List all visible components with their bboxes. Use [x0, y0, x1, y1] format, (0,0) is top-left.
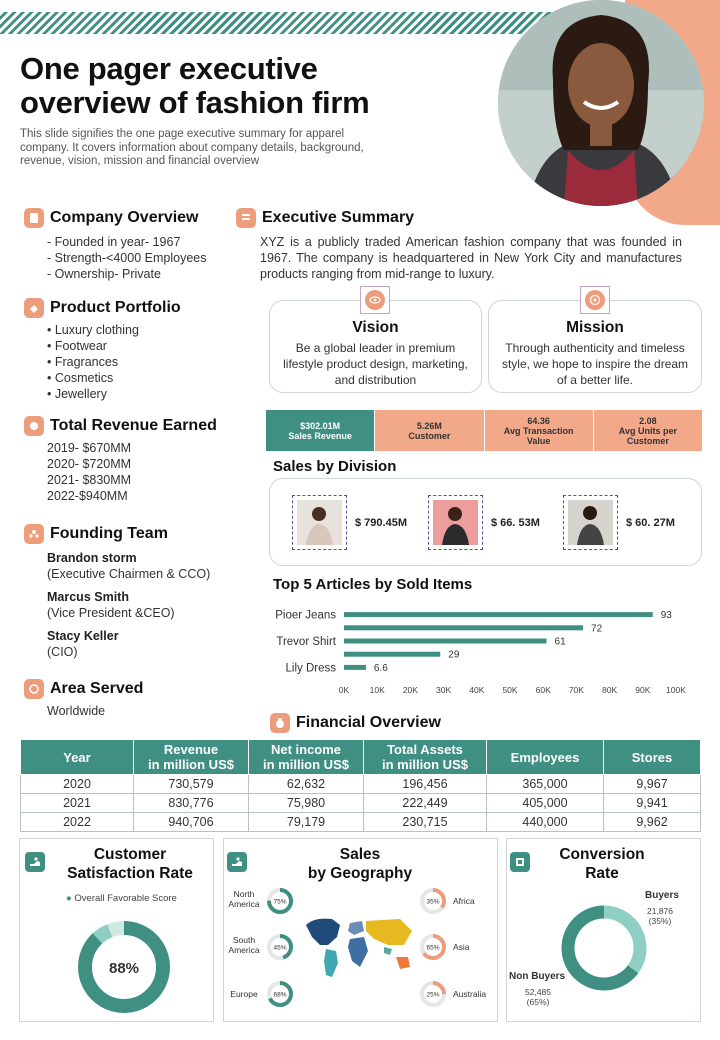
page-subtitle: This slide signifies the one page executive summary for apparel company. It covers information about company details, background, revenue, vision, mission and financial overview	[20, 128, 364, 167]
page-title-line1: One pager executive	[20, 51, 318, 86]
area-served-value: Worldwide	[47, 704, 106, 718]
area-served-section	[24, 679, 143, 719]
bar	[344, 665, 366, 670]
x-tick-label: 30K	[436, 685, 452, 695]
sales-geography-box	[223, 838, 498, 1022]
satisfaction-donut-chart	[76, 919, 172, 1015]
col-header-sub: in million US$	[148, 757, 234, 772]
conversion-tag-icon	[510, 852, 530, 872]
founder-name: Brandon storm	[47, 551, 137, 565]
product-portfolio-item: • Fragrances	[47, 355, 119, 369]
sales-by-division-card	[269, 478, 702, 566]
table-row	[21, 794, 701, 813]
satisfaction-center-label: 88%	[108, 960, 140, 977]
customer-satisfaction-box	[19, 838, 214, 1022]
company-overview-item: - Ownership- Private	[47, 267, 161, 281]
table-cell: 9,941	[604, 794, 701, 813]
table-cell: 222,449	[364, 794, 487, 813]
area-served-title: Area Served	[50, 680, 144, 697]
financial-overview-section	[270, 713, 441, 733]
founding-team-title: Founding Team	[50, 525, 168, 542]
table-cell: 196,456	[364, 775, 487, 794]
executive-summary-section	[236, 208, 414, 228]
bar	[344, 625, 583, 630]
legend-dot-icon: ●	[66, 893, 72, 904]
x-tick-label: 70K	[568, 685, 584, 695]
bar	[344, 612, 653, 617]
table-cell: 2020	[21, 775, 134, 794]
bar-category-label: Pioer Jeans	[275, 609, 336, 622]
summary-icon	[236, 208, 256, 228]
company-overview-title: Company Overview	[50, 209, 199, 226]
world-map-icon	[304, 915, 417, 997]
product-portfolio-item: • Cosmetics	[47, 371, 114, 385]
division-kids-photo	[563, 495, 618, 550]
col-header-text: Revenue	[163, 742, 219, 757]
geography-title-line1: Sales	[339, 846, 381, 863]
founder-name: Marcus Smith	[47, 590, 129, 604]
kpi-avg-transaction	[485, 410, 594, 451]
vision-text: Be a global leader in premium lifestyle product design, marketing, and distribution	[283, 341, 468, 387]
x-tick-label: 80K	[602, 685, 618, 695]
x-tick-label: 0K	[338, 685, 350, 695]
kpi-value: $302.01M	[300, 420, 341, 431]
total-revenue-section	[24, 416, 217, 504]
table-row	[21, 813, 701, 832]
satisfaction-title-line1: Customer	[93, 846, 167, 863]
geo-region-label: South America	[228, 935, 260, 955]
kpi-avg-units	[594, 410, 702, 451]
division-women-photo	[428, 495, 483, 550]
geo-region-label: Asia	[453, 942, 470, 952]
founder-role: (CIO)	[47, 645, 78, 659]
non-buyers-value: 52,485	[525, 987, 551, 997]
x-tick-label: 90K	[635, 685, 651, 695]
geography-hand-icon	[227, 852, 247, 872]
target-icon	[580, 286, 610, 314]
table-cell: 2021	[21, 794, 134, 813]
table-cell: 940,706	[134, 813, 249, 832]
kpi-label: Avg Units per Customer	[618, 425, 677, 446]
col-revenue	[134, 740, 249, 775]
geo-donut-pct: 68%	[273, 991, 287, 999]
vision-title: Vision	[352, 319, 399, 336]
money-bag-icon	[270, 713, 290, 733]
geo-donut-3	[419, 887, 447, 915]
bar	[344, 639, 547, 644]
top-articles-title: Top 5 Articles by Sold Items	[273, 576, 473, 593]
geo-donut-2	[266, 980, 294, 1008]
satisfaction-legend-text: Overall Favorable Score	[74, 893, 177, 904]
geo-region-label: Europe	[230, 989, 258, 999]
header-portrait-photo	[498, 0, 704, 206]
page-title	[20, 52, 369, 120]
table-cell: 9,962	[604, 813, 701, 832]
col-header-sub: in million US$	[263, 757, 349, 772]
geo-region-label: Africa	[453, 896, 475, 906]
product-portfolio-item: • Luxury clothing	[47, 323, 139, 337]
kpi-label: Customer	[408, 430, 451, 441]
revenue-item: 2022-$940MM	[47, 489, 128, 503]
revenue-item: 2020- $720MM	[47, 457, 132, 471]
bar-value-label: 61	[554, 636, 566, 648]
col-total-assets	[364, 740, 487, 775]
satisfaction-hand-icon	[25, 852, 45, 872]
revenue-item: 2019- $670MM	[47, 441, 132, 455]
header-hatch-band	[0, 12, 555, 34]
kpi-label: Sales Revenue	[288, 430, 352, 441]
table-cell: 9,967	[604, 775, 701, 794]
geo-donut-0	[266, 887, 294, 915]
geo-donut-pct: 75%	[273, 898, 287, 906]
division-kids	[563, 495, 675, 550]
buyers-label: Buyers	[645, 890, 679, 901]
geo-donut-1	[266, 933, 294, 961]
table-cell: 75,980	[249, 794, 364, 813]
page-title-line2: overview of fashion firm	[20, 85, 370, 120]
geo-donut-5	[419, 980, 447, 1008]
bar-value-label: 72	[591, 623, 603, 635]
bar-category-label: Lily Dress	[285, 662, 336, 675]
table-cell: 230,715	[364, 813, 487, 832]
table-row	[21, 775, 701, 794]
table-cell: 365,000	[487, 775, 604, 794]
geo-donut-pct: 25%	[426, 991, 440, 999]
geo-donut-pct: 35%	[426, 898, 440, 906]
table-cell: 405,000	[487, 794, 604, 813]
sales-by-division-title: Sales by Division	[273, 458, 397, 475]
division-men	[292, 495, 407, 550]
financial-table	[20, 739, 701, 832]
top-articles-bar-chart	[262, 602, 702, 702]
non-buyers-label: Non Buyers	[509, 971, 566, 982]
conversion-title	[542, 845, 662, 883]
division-women-value: $ 66. 53M	[491, 516, 540, 529]
company-overview-item: - Founded in year- 1967	[47, 235, 181, 249]
x-tick-label: 100K	[666, 685, 686, 695]
bar-value-label: 93	[660, 610, 672, 622]
buyers-stats	[647, 906, 673, 926]
hand-icon	[24, 298, 44, 318]
kpi-value: 2.08	[639, 415, 657, 426]
product-portfolio-item: • Footwear	[47, 339, 107, 353]
satisfaction-title-line2: Satisfaction Rate	[67, 865, 193, 882]
satisfaction-legend	[66, 893, 177, 904]
bar-value-label: 6.6	[373, 662, 388, 674]
revenue-item: 2021- $830MM	[47, 473, 132, 487]
col-header-text: Net income	[270, 742, 342, 757]
founder-name: Stacy Keller	[47, 629, 119, 643]
geography-title-line2: by Geography	[307, 865, 413, 882]
geo-region-label: Australia	[453, 989, 487, 999]
table-cell: 440,000	[487, 813, 604, 832]
table-cell: 2022	[21, 813, 134, 832]
col-header-text: Employees	[510, 749, 580, 765]
bar	[344, 652, 440, 657]
eye-icon	[360, 286, 390, 314]
product-portfolio-section	[24, 298, 181, 402]
geo-donut-pct: 65%	[426, 944, 440, 952]
kpi-label: Avg Transaction Value	[503, 425, 574, 446]
product-portfolio-title: Product Portfolio	[50, 299, 181, 316]
col-header-text: Year	[63, 749, 91, 765]
financial-overview-title: Financial Overview	[296, 714, 441, 731]
founding-team-section	[24, 524, 210, 660]
x-tick-label: 50K	[502, 685, 518, 695]
mission-text: Through authenticity and timeless style, we hope to inspire the dream of a better life.	[501, 341, 689, 387]
division-men-photo	[292, 495, 347, 550]
geo-region-label: North America	[228, 889, 260, 909]
geography-title	[264, 845, 456, 883]
founder-role: (Vice President &CEO)	[47, 606, 175, 620]
table-cell: 730,579	[134, 775, 249, 794]
kpi-strip	[266, 410, 702, 451]
bar-value-label: 29	[448, 649, 460, 661]
geo-donut-4	[419, 933, 447, 961]
kpi-value: 5.26M	[416, 420, 442, 431]
kpi-sales-revenue	[266, 410, 375, 451]
buyers-pct: (35%)	[648, 916, 672, 926]
mission-title: Mission	[566, 319, 624, 336]
founder-role: (Executive Chairmen & CCO)	[47, 567, 211, 581]
team-icon	[24, 524, 44, 544]
non-buyers-stats	[525, 987, 551, 1007]
conversion-donut-chart	[559, 903, 649, 993]
product-portfolio-item: • Jewellery	[47, 387, 107, 401]
globe-pin-icon	[24, 679, 44, 699]
x-tick-label: 10K	[369, 685, 385, 695]
col-header-sub: in million US$	[382, 757, 468, 772]
bar-category-label: Trevor Shirt	[276, 636, 336, 648]
company-overview-item: - Strength-<4000 Employees	[47, 251, 207, 265]
company-overview-section	[24, 208, 206, 282]
total-revenue-title: Total Revenue Earned	[50, 417, 217, 434]
division-men-value: $ 790.45M	[355, 516, 407, 529]
col-header-text: Total Assets	[387, 742, 463, 757]
geo-donut-pct: 45%	[273, 944, 287, 952]
money-hand-icon	[24, 416, 44, 436]
non-buyers-pct: (65%)	[526, 997, 550, 1007]
x-tick-label: 20K	[402, 685, 418, 695]
satisfaction-title	[50, 845, 210, 883]
table-cell: 830,776	[134, 794, 249, 813]
division-women	[428, 495, 540, 550]
col-net-income	[249, 740, 364, 775]
col-employees	[487, 740, 604, 775]
document-icon	[24, 208, 44, 228]
col-year	[21, 740, 134, 775]
kpi-customer	[375, 410, 484, 451]
x-tick-label: 40K	[469, 685, 485, 695]
kpi-value: 64.36	[527, 415, 550, 426]
executive-summary-text: XYZ is a publicly traded American fashion company that was founded in 1967. The company is headquartered in New York City and manufactures products ranging from mid-range to luxury.	[260, 235, 682, 281]
conversion-title-line2: Rate	[585, 865, 619, 882]
conversion-title-line1: Conversion	[559, 846, 645, 863]
x-tick-label: 60K	[535, 685, 551, 695]
division-kids-value: $ 60. 27M	[626, 516, 675, 529]
executive-summary-title: Executive Summary	[262, 209, 415, 226]
table-cell: 62,632	[249, 775, 364, 794]
buyers-value: 21,876	[647, 906, 673, 916]
conversion-rate-box	[506, 838, 701, 1022]
col-stores	[604, 740, 701, 775]
col-header-text: Stores	[631, 749, 673, 765]
table-cell: 79,179	[249, 813, 364, 832]
